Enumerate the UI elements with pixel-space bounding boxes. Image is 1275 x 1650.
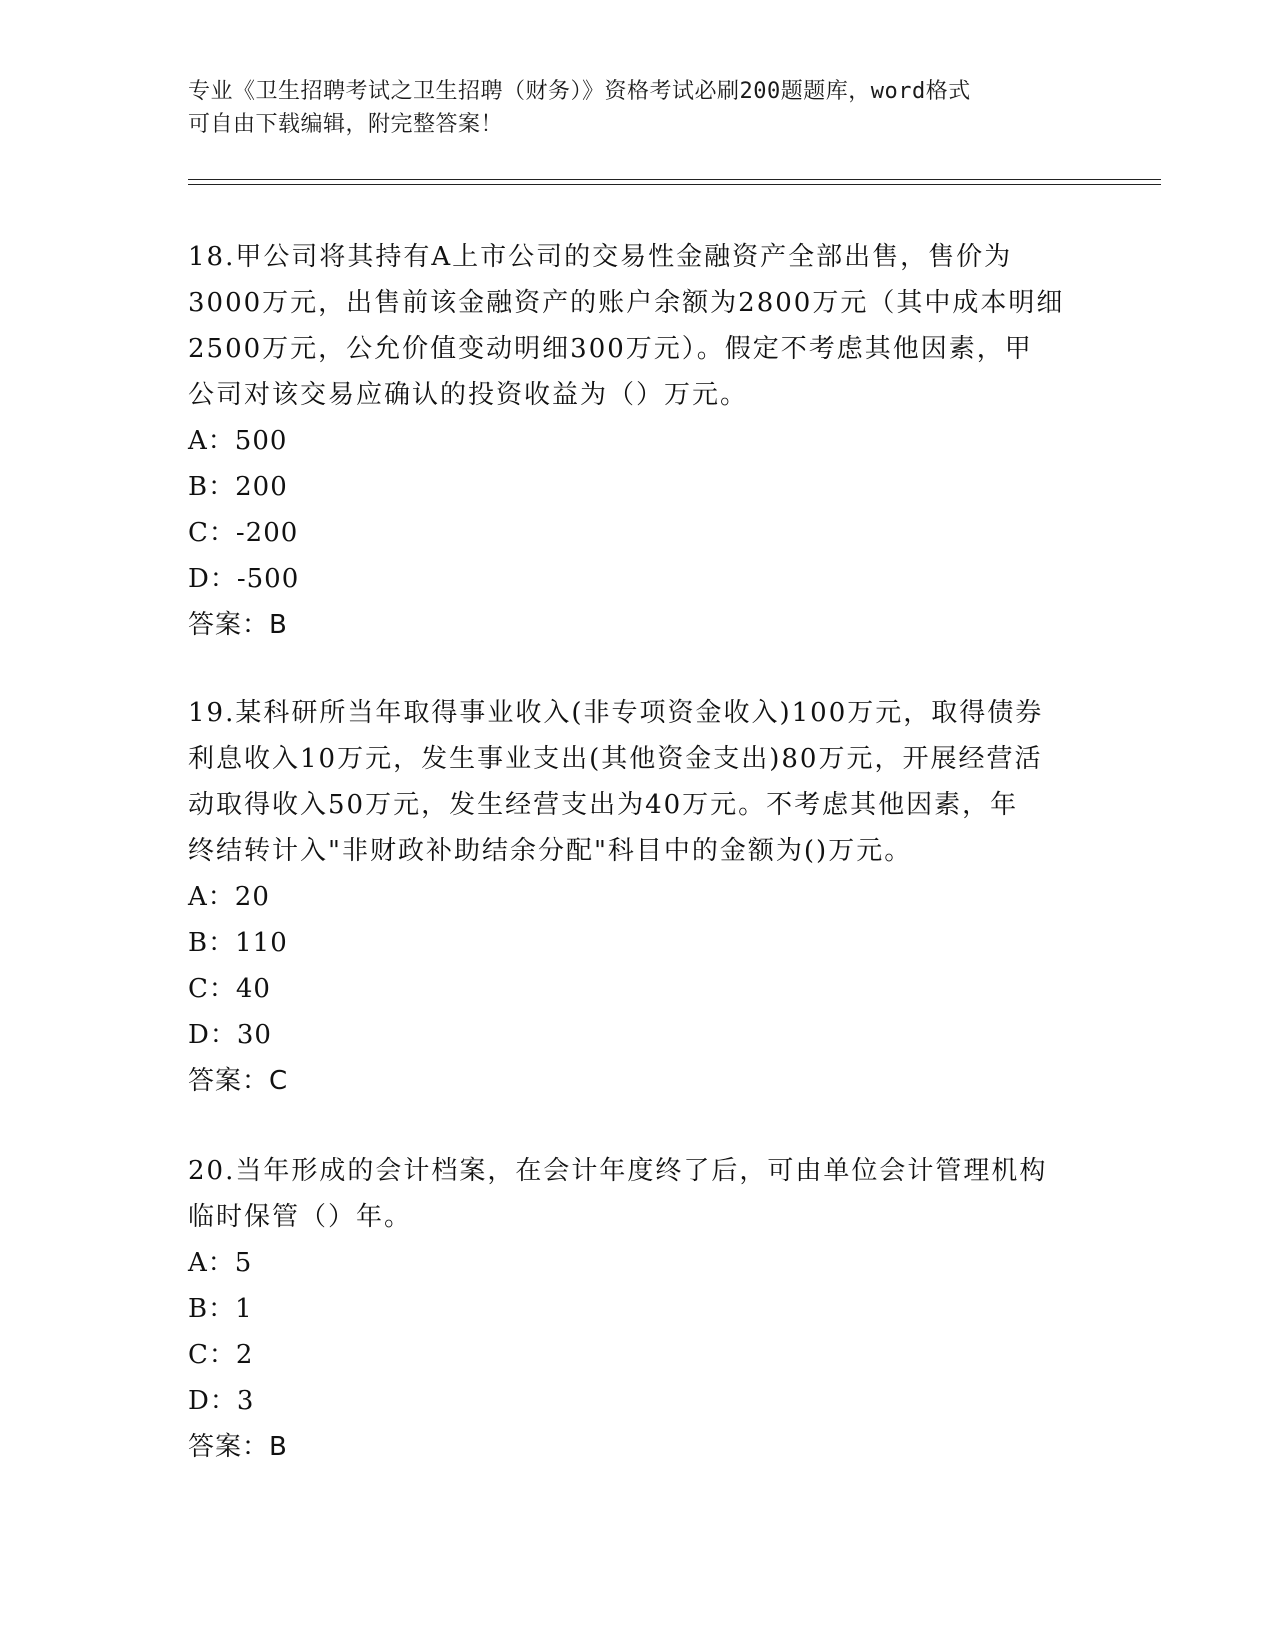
option-c: C：-200	[188, 518, 299, 548]
option-a: A：5	[188, 1248, 253, 1278]
header-line-2: 可自由下载编辑，附完整答案！	[188, 112, 504, 137]
option-a: A：20	[188, 882, 270, 912]
option-a: A：500	[188, 426, 288, 456]
question-stem-line: 利息收入10万元，发生事业支出(其他资金支出)80万元，开展经营活	[188, 744, 1043, 774]
option-d: D：-500	[188, 564, 300, 594]
question-stem-line: 18.甲公司将其持有A上市公司的交易性金融资产全部出售，售价为	[188, 242, 1013, 272]
answer-line: 答案：C	[188, 1066, 289, 1096]
question-stem-line: 公司对该交易应确认的投资收益为（）万元。	[188, 380, 749, 410]
question-stem-line: 临时保管（）年。	[188, 1202, 413, 1232]
document-header	[188, 75, 1088, 141]
header-divider-top	[188, 179, 1161, 180]
option-b: B：110	[188, 928, 288, 958]
option-b: B：200	[188, 472, 288, 502]
header-divider-bottom	[188, 184, 1161, 185]
header-line-1: 专业《卫生招聘考试之卫生招聘（财务）》资格考试必刷200题题库，word格式	[188, 79, 971, 104]
answer-line: 答案：B	[188, 1432, 288, 1462]
question-20	[188, 1148, 1088, 1470]
question-stem-line: 终结转计入"非财政补助结余分配"科目中的金额为()万元。	[188, 836, 913, 866]
question-stem-line: 动取得收入50万元，发生经营支出为40万元。不考虑其他因素，年	[188, 790, 1019, 820]
option-d: D：30	[188, 1020, 272, 1050]
question-stem-line: 20.当年形成的会计档案，在会计年度终了后，可由单位会计管理机构	[188, 1156, 1048, 1186]
answer-line: 答案：B	[188, 610, 288, 640]
question-stem-line: 3000万元，出售前该金融资产的账户余额为2800万元（其中成本明细	[188, 288, 1065, 318]
question-19	[188, 690, 1088, 1104]
option-d: D：3	[188, 1386, 255, 1416]
option-c: C：2	[188, 1340, 254, 1370]
question-stem-line: 2500万元，公允价值变动明细300万元）。假定不考虑其他因素，甲	[188, 334, 1033, 364]
option-b: B：1	[188, 1294, 253, 1324]
question-stem-line: 19.某科研所当年取得事业收入(非专项资金收入)100万元，取得债券	[188, 698, 1044, 728]
question-18	[188, 234, 1088, 648]
option-c: C：40	[188, 974, 271, 1004]
